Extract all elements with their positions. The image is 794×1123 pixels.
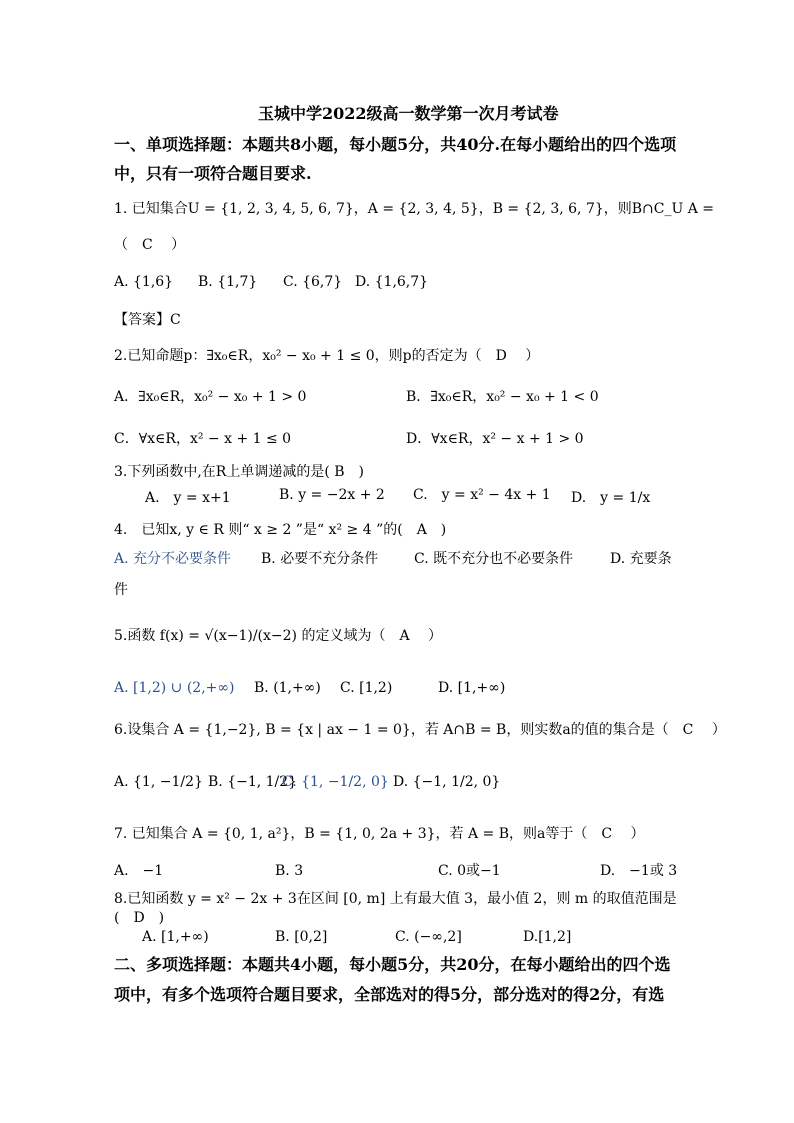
question-3-option-a: A. y = x+1 [145,490,231,506]
question-2-option-d: D．∀x∈R，x² − x + 1 > 0 [406,431,584,447]
question-1-option-b: B. {1,7} [198,274,258,290]
question-8-paren: ( D ) [114,910,165,926]
question-6-option-b: B. {−1, 1/2} [208,774,298,790]
section-2-heading-line-2: 项中，有多个选项符合题目要求，全部选对的得5分，部分选对的得2分，有选 [114,985,665,1004]
question-4-option-d: D. 充要条 [610,551,672,567]
question-7-option-d: D. −1或 3 [600,863,678,879]
question-6-option-a: A. {1, −1/2} [114,774,203,790]
section-1-heading-line-2: 中，只有一项符合题目要求. [114,164,312,183]
question-3-option-b: B. y = −2x + 2 [279,487,385,503]
question-3-stem: 3.下列函数中,在R上单调递减的是( B ) [114,464,365,480]
question-5-stem: 5.函数 f(x) = √(x−1)/(x−2) 的定义域为（ A ） [114,628,443,644]
question-1-option-c: C. {6,7} [283,274,343,290]
question-5-option-a: A. [1,2) ∪ (2,+∞) [114,680,235,696]
question-8-option-c: C. (−∞,2] [395,929,462,945]
question-3-option-d: D. y = 1/x [571,490,651,506]
question-2-option-b: B．∃x₀∈R，x₀² − x₀ + 1 < 0 [406,389,599,405]
question-4-option-c: C. 既不充分也不必要条件 [414,551,574,567]
question-1-option-a: A. {1,6} [114,274,174,290]
question-2-option-c: C．∀x∈R，x² − x + 1 ≤ 0 [114,431,292,447]
exam-title: 玉城中学2022级高一数学第一次月考试卷 [258,104,559,123]
question-2-stem: 2.已知命题p：∃x₀∈R，x₀² − x₀ + 1 ≤ 0，则p的否定为（ D ） [114,348,540,364]
question-5-option-c: C. [1,2) [340,680,393,696]
question-8-option-b: B. [0,2] [275,929,328,945]
question-1-option-d: D. {1,6,7} [355,274,429,290]
question-6-stem: 6.设集合 A = {1,−2}, B = {x | ax − 1 = 0}，若 A∩B = B，则实数a的值的集合是（ C ） [114,722,726,738]
question-8-option-d: D.[1,2] [523,929,572,945]
question-7-option-a: A. −1 [114,863,164,879]
question-3-option-c: C. y = x² − 4x + 1 [413,487,551,503]
question-1-answer: 【答案】C [114,312,181,328]
question-6-option-d: D. {−1, 1/2, 0} [393,774,501,790]
section-1-heading-line-1: 一、单项选择题：本题共8小题，每小题5分，共40分.在每小题给出的四个选项 [114,135,677,154]
question-5-option-b: B. (1,+∞) [254,680,321,696]
question-4-option-a: A. 充分不必要条件 [114,551,232,567]
question-7-option-b: B. 3 [275,863,304,879]
question-7-option-c: C. 0或−1 [438,863,501,879]
question-2-option-a: A．∃x₀∈R，x₀² − x₀ + 1 > 0 [114,389,307,405]
section-2-heading-line-1: 二、多项选择题：本题共4小题，每小题5分，共20分，在每小题给出的四个选 [114,955,671,974]
question-5-option-d: D. [1,+∞) [438,680,506,696]
question-1-stem: 1. 已知集合U = {1, 2, 3, 4, 5, 6, 7}，A = {2, 3, 4, 5}，B = {2, 3, 6, 7}，则B∩C_U A = [114,201,715,217]
question-6-option-c: C. {1, −1/2, 0} [282,774,389,790]
question-4-option-d-wrap: 件 [114,582,128,598]
question-7-stem: 7. 已知集合 A = {0, 1, a²}，B = {1, 0, 2a + 3}，若 A = B，则a等于（ C ） [114,826,645,842]
question-4-stem: 4. 已知x, y ∈ R 则“ x ≥ 2 ”是“ x² ≥ 4 ”的( A ) [114,522,447,538]
question-4-option-b: B. 必要不充分条件 [261,551,379,567]
question-8-stem: 8.已知函数 y = x² − 2x + 3在区间 [0, m] 上有最大值 3，最小值 2，则 m 的取值范围是 [114,891,677,907]
question-1-paren: （ C ） [114,237,186,253]
question-8-option-a: A. [1,+∞) [142,929,209,945]
